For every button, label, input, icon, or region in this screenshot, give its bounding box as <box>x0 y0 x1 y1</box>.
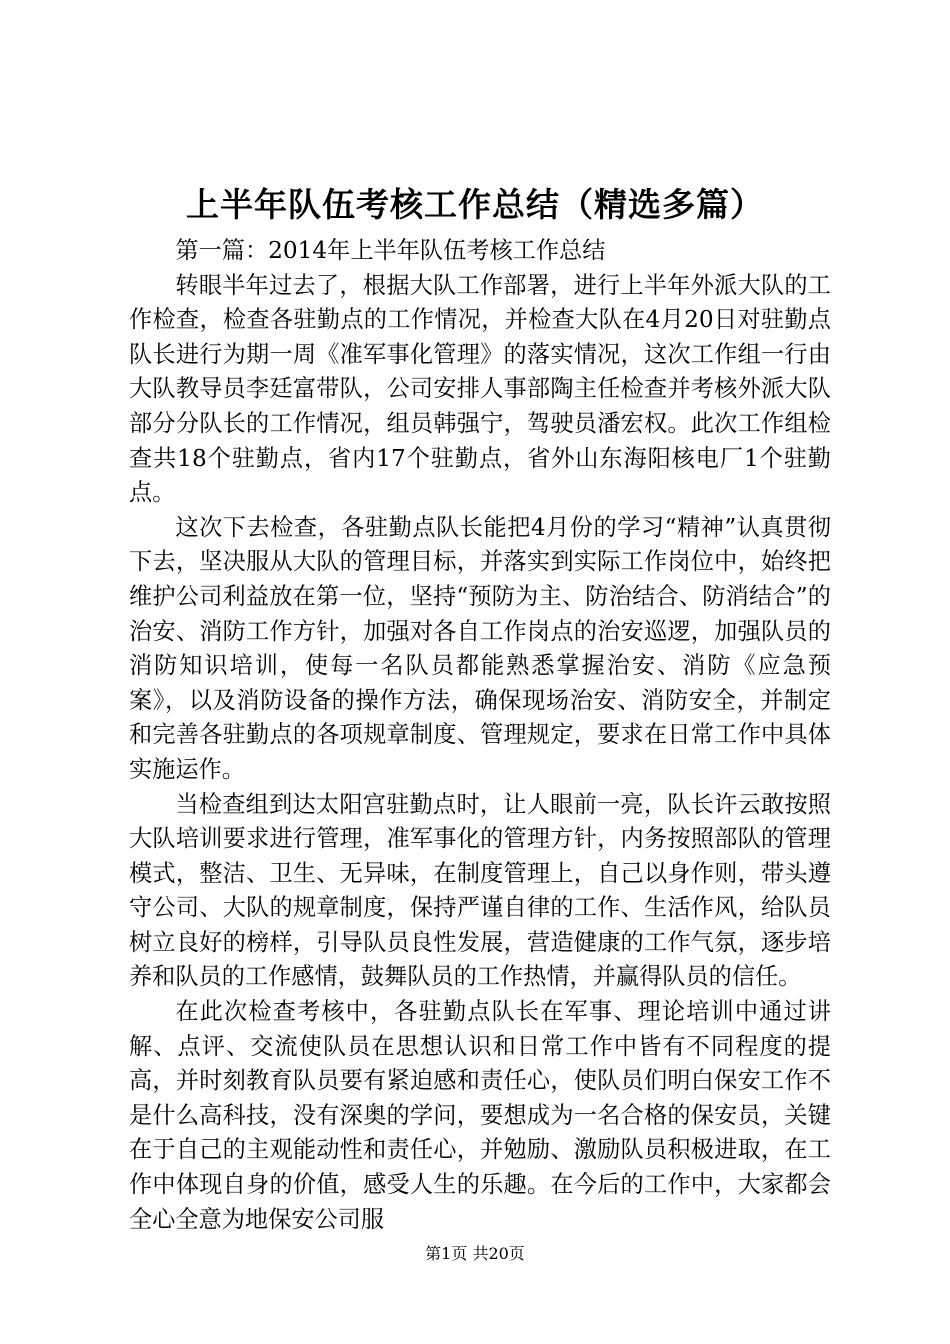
page-number-footer: 第1页 共20页 <box>425 1244 525 1263</box>
paragraph-3: 当检查组到达太阳宫驻勤点时，让人眼前一亮，队长许云敢按照大队培训要求进行管理，准军事化的管理方针，内务按照部队的管理模式，整洁、卫生、无异味，在制度管理上，自己以身作则，带头遵守公司、大队的规章制度，保持严谨自律的工作、生活作风，给队员树立良好的榜样，引导队员良性发展，营造健康的工作气氛，逐步培养和队员的工作感情，鼓舞队员的工作热情，并赢得队员的信任。 <box>129 790 831 991</box>
paragraph-1: 转眼半年过去了，根据大队工作部署，进行上半年外派大队的工作检查，检查各驻勤点的工作情况，并检查大队在4月20日对驻勤点队长进行为期一周《准军事化管理》的落实情况，这次工作组一行由大队教导员李廷富带队，公司安排人事部陶主任检查并考核外派大队部分分队长的工作情况，组员韩强宁，驾驶员潘宏权。此次工作组检查共18个驻勤点，省内17个驻勤点，省外山东海阳核电厂1个驻勤点。 <box>129 271 831 507</box>
paragraph-4: 在此次检查考核中，各驻勤点队长在军事、理论培训中通过讲解、点评、交流使队员在思想认识和日常工作中皆有不同程度的提高，并时刻教育队员要有紧迫感和责任心，使队员们明白保安工作不是什么高科技，没有深奥的学问，要想成为一名合格的保安员，关键在于自己的主观能动性和责任心，并勉励、激励队员积极进取，在工作中体现自身的价值，感受人生的乐趣。在今后的工作中，大家都会全心全意为地保安公司服 <box>129 998 831 1233</box>
section-heading: 第一篇：2014年上半年队伍考核工作总结 <box>175 237 606 264</box>
paragraph-2: 这次下去检查，各驻勤点队长能把4月份的学习“精神”认真贯彻下去，坚决服从大队的管理目标，并落实到实际工作岗位中，始终把维护公司利益放在第一位，坚持“预防为主、防治结合、防消结合”的治安、消防工作方针，加强对各自工作岗点的治安巡逻，加强队员的消防知识培训，使每一名队员都能熟悉掌握治安、消防《应急预案》，以及消防设备的操作方法，确保现场治安、消防安全，并制定和完善各驻勤点的各项规章制度、管理规定，要求在日常工作中具体实施运作。 <box>129 513 831 783</box>
document-body <box>129 234 831 1237</box>
document-title: 上半年队伍考核工作总结（精选多篇） <box>186 185 764 224</box>
